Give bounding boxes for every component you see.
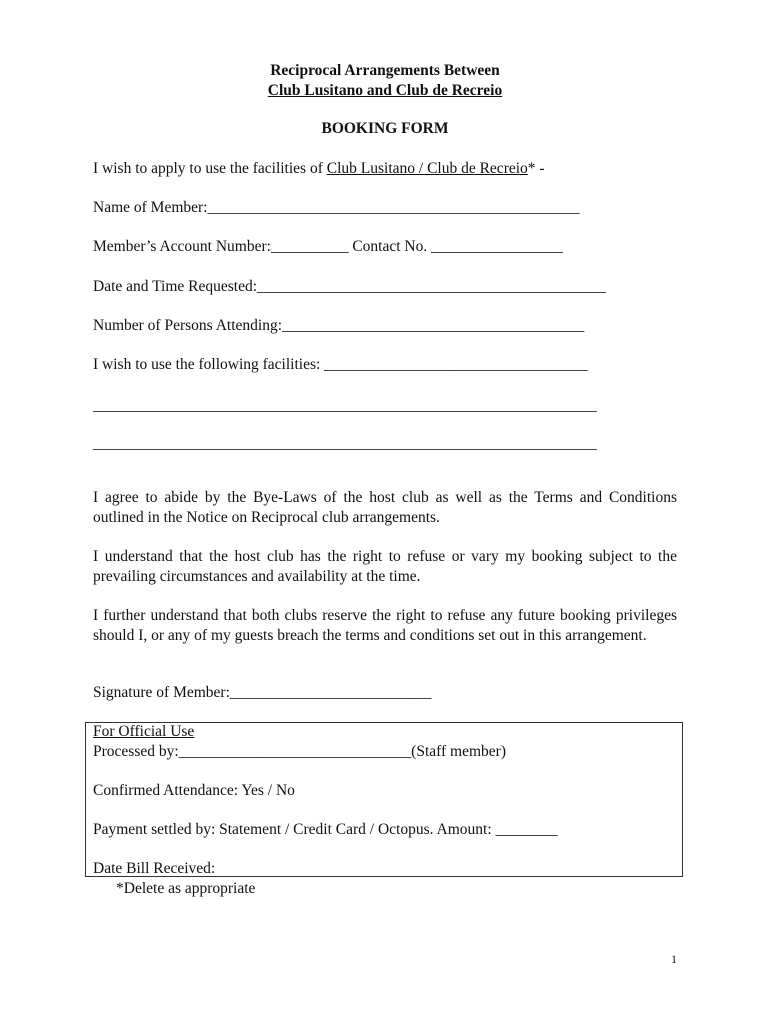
signature-field[interactable]: __________________________ xyxy=(229,684,432,701)
member-name-field[interactable]: ________________________________________________ xyxy=(207,199,580,216)
member-name-row[interactable] xyxy=(93,199,580,217)
confirmed-attendance: Confirmed Attendance: Yes / No xyxy=(93,782,295,799)
title-line-1: Reciprocal Arrangements Between xyxy=(270,62,500,79)
date-time-label: Date and Time Requested: xyxy=(93,278,258,295)
facilities-row[interactable] xyxy=(93,356,588,374)
persons-label: Number of Persons Attending: xyxy=(93,317,282,334)
page-number: 1 xyxy=(671,952,677,966)
date-time-row[interactable] xyxy=(93,278,606,296)
account-number-field[interactable]: __________ xyxy=(270,238,349,255)
facilities-label: I wish to use the following facilities: xyxy=(93,356,325,373)
intro-clubs: Club Lusitano / Club de Recreio xyxy=(326,160,528,177)
delete-footnote: *Delete as appropriate xyxy=(116,880,256,897)
intro-suffix: * - xyxy=(527,160,545,177)
intro-prefix: I wish to apply to use the facilities of xyxy=(93,160,327,177)
signature-row[interactable] xyxy=(93,684,431,702)
agreement-refuse-privileges: I further understand that both clubs reserve the right to refuse any future booking privileges should I, or any of my guests breach the terms and conditions set out in this arrangement. xyxy=(93,607,677,644)
intro-line xyxy=(93,160,545,178)
facilities-continuation-line-2[interactable]: _________________________________________________________________ xyxy=(93,435,597,452)
official-use-heading: For Official Use xyxy=(93,723,195,740)
processed-by-field[interactable]: ______________________________ xyxy=(178,743,412,760)
form-title: BOOKING FORM xyxy=(321,120,449,137)
contact-number-field[interactable]: _________________ xyxy=(431,238,563,255)
member-name-label: Name of Member: xyxy=(93,199,208,216)
processed-by-note: (Staff member) xyxy=(411,743,507,760)
account-number-label: Member’s Account Number: xyxy=(93,238,271,255)
persons-field[interactable]: _______________________________________ xyxy=(282,317,585,334)
contact-number-label: Contact No. xyxy=(348,238,432,255)
facilities-continuation-line-1[interactable]: _________________________________________________________________ xyxy=(93,397,597,414)
date-bill-received: Date Bill Received: xyxy=(93,860,216,877)
signature-label: Signature of Member: xyxy=(93,684,230,701)
persons-row[interactable] xyxy=(93,317,584,335)
facilities-field[interactable]: __________________________________ xyxy=(324,356,588,373)
payment-settled: Payment settled by: Statement / Credit Card / Octopus. Amount: ________ xyxy=(93,821,558,838)
processed-by-row[interactable] xyxy=(93,743,506,761)
date-time-field[interactable]: _____________________________________________ xyxy=(257,278,606,295)
processed-by-label: Processed by: xyxy=(93,743,179,760)
account-contact-row[interactable] xyxy=(93,238,563,256)
title-line-2: Club Lusitano and Club de Recreio xyxy=(267,82,503,99)
agreement-bye-laws: I agree to abide by the Bye-Laws of the host club as well as the Terms and Conditions outlined in the Notice on Reciprocal club arrangements. xyxy=(93,489,677,526)
agreement-host-rights: I understand that the host club has the right to refuse or vary my booking subject to the prevailing circumstances and availability at the time. xyxy=(93,548,677,585)
